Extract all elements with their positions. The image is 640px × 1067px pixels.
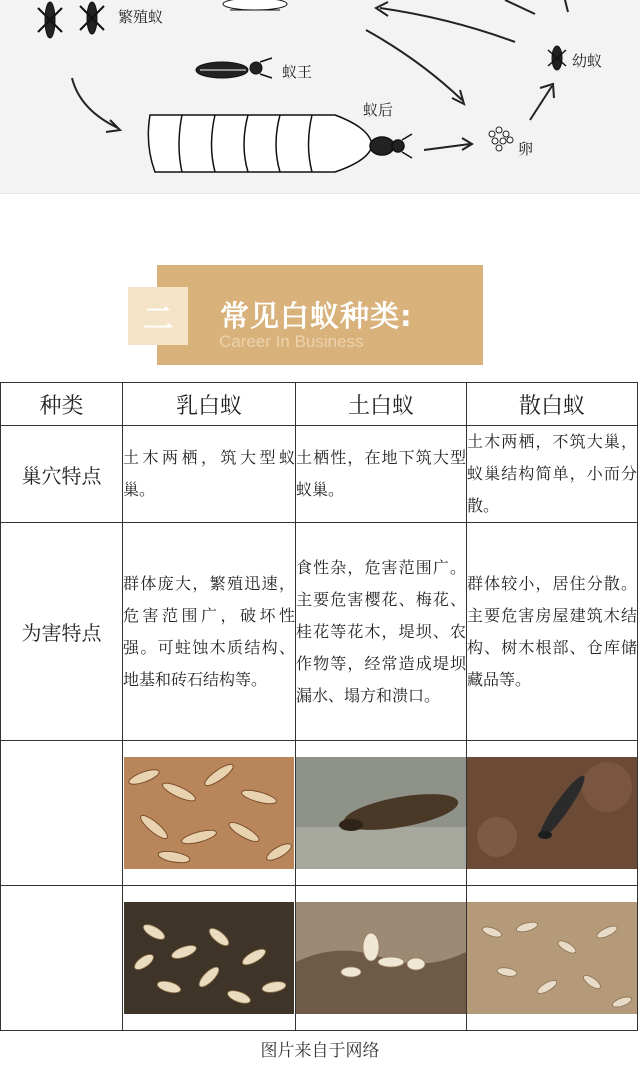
termite-lifecycle-illustration <box>0 0 640 194</box>
reproductive-ants-drawing <box>38 2 104 38</box>
photo-row <box>1 886 638 1031</box>
row-label-nest: 巢穴特点 <box>1 426 123 523</box>
photo-cell <box>296 886 467 1031</box>
queen-drawing <box>148 115 412 172</box>
header-odontotermes: 土白蚁 <box>296 383 467 426</box>
photo-cell <box>296 741 467 886</box>
header-coptotermes: 乳白蚁 <box>123 383 296 426</box>
label-egg: 卵 <box>518 140 534 158</box>
label-king: 蚁王 <box>282 63 313 81</box>
termite-wood-photo <box>467 902 637 1014</box>
nymph-drawing <box>548 46 566 70</box>
photo-row-label <box>1 886 123 1031</box>
winged-termite-photo <box>296 757 466 869</box>
table-cell: 土木两栖，筑大型蚁巢。 <box>123 426 296 523</box>
table-cell: 群体较小，居住分散。主要危害房屋建筑木结构、树木根部、仓库储藏品等。 <box>467 523 638 741</box>
header-category: 种类 <box>1 383 123 426</box>
row-label-damage: 为害特点 <box>1 523 123 741</box>
section-number: 二 <box>128 287 188 345</box>
section-subtitle: Career In Business <box>219 332 364 351</box>
winged-insect-drawing <box>223 0 287 10</box>
header-reticulitermes: 散白蚁 <box>467 383 638 426</box>
termite-workers-photo <box>124 902 294 1014</box>
photo-cell <box>467 886 638 1031</box>
table-cell: 群体庞大，繁殖迅速，危害范围广，破坏性强。可蛀蚀木质结构、地基和砖石结构等。 <box>123 523 296 741</box>
photo-cell <box>123 886 296 1031</box>
table-header-row <box>1 383 638 426</box>
table-row <box>1 426 638 523</box>
king-drawing <box>196 58 272 78</box>
table-cell: 土栖性，在地下筑大型蚁巢。 <box>296 426 467 523</box>
termite-comparison-table <box>0 382 638 1031</box>
table-cell: 土木两栖，不筑大巢，蚁巢结构简单，小而分散。 <box>467 426 638 523</box>
winged-termite-soil-photo <box>467 757 637 869</box>
eggs-drawing <box>489 127 513 151</box>
table-row <box>1 523 638 741</box>
label-reproductive: 繁殖蚁 <box>118 8 164 26</box>
photo-row-label <box>1 741 123 886</box>
label-queen: 蚁后 <box>363 101 394 119</box>
label-nymph: 幼蚁 <box>572 52 603 70</box>
section-title: 常见白蚁种类: <box>220 299 413 333</box>
photo-cell <box>467 741 638 886</box>
lifecycle-drawing <box>0 0 640 193</box>
termite-swarm-photo <box>124 757 294 869</box>
photo-cell <box>123 741 296 886</box>
table-cell: 食性杂，危害范围广。主要危害樱花、梅花、桂花等花木，堤坝、农作物等，经常造成堤坝漏水、塌方和溃口。 <box>296 523 467 741</box>
photo-row <box>1 741 638 886</box>
termite-nest-photo <box>296 902 466 1014</box>
image-source-caption: 图片来自于网络 <box>260 1041 380 1061</box>
